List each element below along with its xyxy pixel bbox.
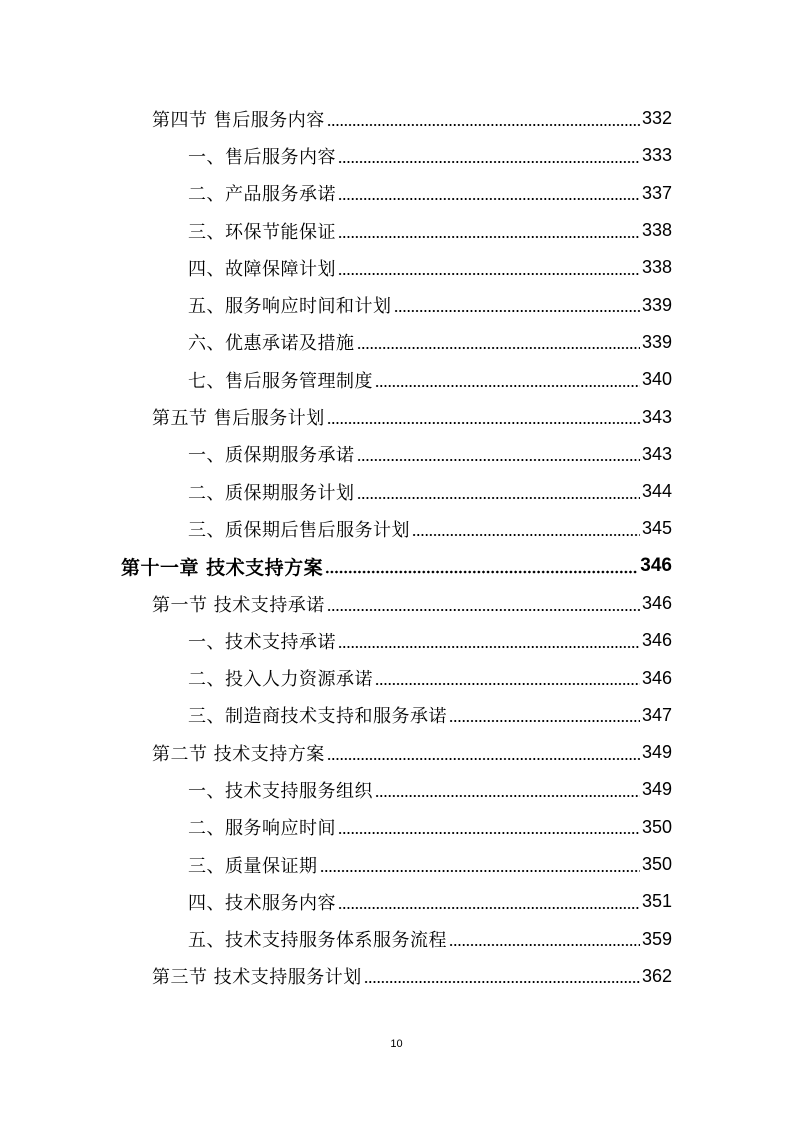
toc-entry-title: 三、制造商技术支持和服务承诺: [188, 706, 447, 728]
toc-entry-page-number: 346: [640, 555, 672, 577]
toc-entry-page-number: 340: [641, 369, 672, 390]
toc-entry-item[interactable]: [0, 436, 793, 473]
dot-leader: [394, 309, 640, 313]
toc-entry-section[interactable]: [0, 958, 793, 995]
toc-entry-page-number: 351: [641, 891, 672, 912]
toc-entry-title: 第五节 售后服务计划: [152, 408, 325, 430]
dot-leader: [325, 570, 638, 574]
toc-entry-page-number: 347: [641, 704, 672, 725]
toc-entry-page-number: 332: [641, 108, 672, 129]
dot-leader: [338, 906, 640, 910]
toc-entry-page-number: 338: [641, 257, 672, 278]
toc-entry-page-number: 337: [641, 182, 672, 203]
toc-entry-title: 第二节 技术支持方案: [152, 743, 325, 765]
toc-entry-title: 二、服务响应时间: [188, 818, 336, 840]
toc-entry-item[interactable]: [0, 622, 793, 659]
toc-entry-item[interactable]: [0, 324, 793, 361]
toc-entry-page-number: 362: [641, 965, 672, 986]
toc-entry-item[interactable]: [0, 809, 793, 846]
toc-entry-section[interactable]: [0, 734, 793, 771]
dot-leader: [338, 272, 640, 276]
dot-leader: [338, 160, 640, 164]
toc-entry-page-number: 349: [641, 779, 672, 800]
dot-leader: [338, 645, 640, 649]
toc-entry-item[interactable]: [0, 473, 793, 510]
toc-entry-title: 二、产品服务承诺: [188, 184, 336, 206]
toc-entry-page-number: 345: [641, 518, 672, 539]
toc-entry-page-number: 349: [641, 742, 672, 763]
toc-entry-title: 六、优惠承诺及措施: [188, 333, 355, 355]
toc-entry-item[interactable]: [0, 175, 793, 212]
toc-entry-title: 第三节 技术支持服务计划: [152, 967, 362, 989]
dot-leader: [327, 123, 640, 127]
toc-entry-section[interactable]: [0, 100, 793, 137]
dot-leader: [364, 980, 640, 984]
toc-entry-item[interactable]: [0, 771, 793, 808]
toc-entry-page-number: 350: [641, 854, 672, 875]
toc-entry-title: 第四节 售后服务内容: [152, 109, 325, 131]
toc-entry-title: 五、技术支持服务体系服务流程: [188, 930, 447, 952]
dot-leader: [412, 533, 640, 537]
dot-leader: [357, 458, 640, 462]
toc-entry-title: 二、质保期服务计划: [188, 482, 355, 504]
toc-entry-page-number: 359: [641, 928, 672, 949]
toc-entry-item[interactable]: [0, 286, 793, 323]
page-number: 10: [390, 1038, 403, 1050]
toc-entry-title: 第一节 技术支持承诺: [152, 594, 325, 616]
toc-entry-title: 一、技术支持承诺: [188, 631, 336, 653]
toc-entry-page-number: 343: [641, 406, 672, 427]
toc-entry-page-number: 344: [641, 481, 672, 502]
toc-entry-section[interactable]: [0, 398, 793, 435]
toc-entry-item[interactable]: [0, 137, 793, 174]
toc-entry-item[interactable]: [0, 361, 793, 398]
toc-entry-title: 四、故障保障计划: [188, 258, 336, 280]
toc-entry-page-number: 333: [641, 145, 672, 166]
dot-leader: [449, 719, 640, 723]
toc-entry-title: 三、质量保证期: [188, 855, 318, 877]
toc-entry-title: 二、投入人力资源承诺: [188, 669, 373, 691]
toc-entry-item[interactable]: [0, 659, 793, 696]
toc-entry-title: 七、售后服务管理制度: [188, 370, 373, 392]
toc-entry-title: 三、环保节能保证: [188, 221, 336, 243]
toc-entry-page-number: 339: [641, 331, 672, 352]
dot-leader: [449, 943, 640, 947]
toc-entry-page-number: 343: [641, 443, 672, 464]
toc-entry-section[interactable]: [0, 585, 793, 622]
toc-entry-item[interactable]: [0, 921, 793, 958]
dot-leader: [327, 608, 640, 612]
toc-entry-title: 一、质保期服务承诺: [188, 445, 355, 467]
toc-entry-page-number: 339: [641, 294, 672, 315]
toc-entry-item[interactable]: [0, 249, 793, 286]
toc-entry-page-number: 346: [641, 630, 672, 651]
dot-leader: [338, 197, 640, 201]
toc-entry-page-number: 346: [641, 667, 672, 688]
dot-leader: [357, 496, 640, 500]
toc-entry-title: 三、质保期后售后服务计划: [188, 519, 410, 541]
table-of-contents: [0, 100, 793, 995]
toc-entry-title: 五、服务响应时间和计划: [188, 296, 392, 318]
toc-entry-page-number: 346: [641, 593, 672, 613]
dot-leader: [338, 831, 640, 835]
toc-entry-item[interactable]: [0, 846, 793, 883]
toc-entry-item[interactable]: [0, 697, 793, 734]
dot-leader: [327, 757, 640, 761]
toc-entry-item[interactable]: [0, 883, 793, 920]
dot-leader: [320, 869, 640, 873]
toc-entry-title: 一、售后服务内容: [188, 146, 336, 168]
dot-leader: [375, 794, 640, 798]
toc-entry-item[interactable]: [0, 510, 793, 547]
toc-entry-title: 第十一章 技术支持方案: [121, 556, 324, 579]
toc-entry-title: 四、技术服务内容: [188, 892, 336, 914]
toc-entry-page-number: 338: [641, 220, 672, 241]
dot-leader: [375, 682, 640, 686]
toc-entry-page-number: 350: [641, 816, 672, 837]
dot-leader: [375, 384, 640, 388]
toc-entry-item[interactable]: [0, 212, 793, 249]
dot-leader: [357, 346, 640, 350]
toc-entry-chapter[interactable]: [0, 548, 793, 585]
dot-leader: [338, 235, 640, 239]
toc-entry-title: 一、技术支持服务组织: [188, 780, 373, 802]
dot-leader: [327, 421, 640, 425]
